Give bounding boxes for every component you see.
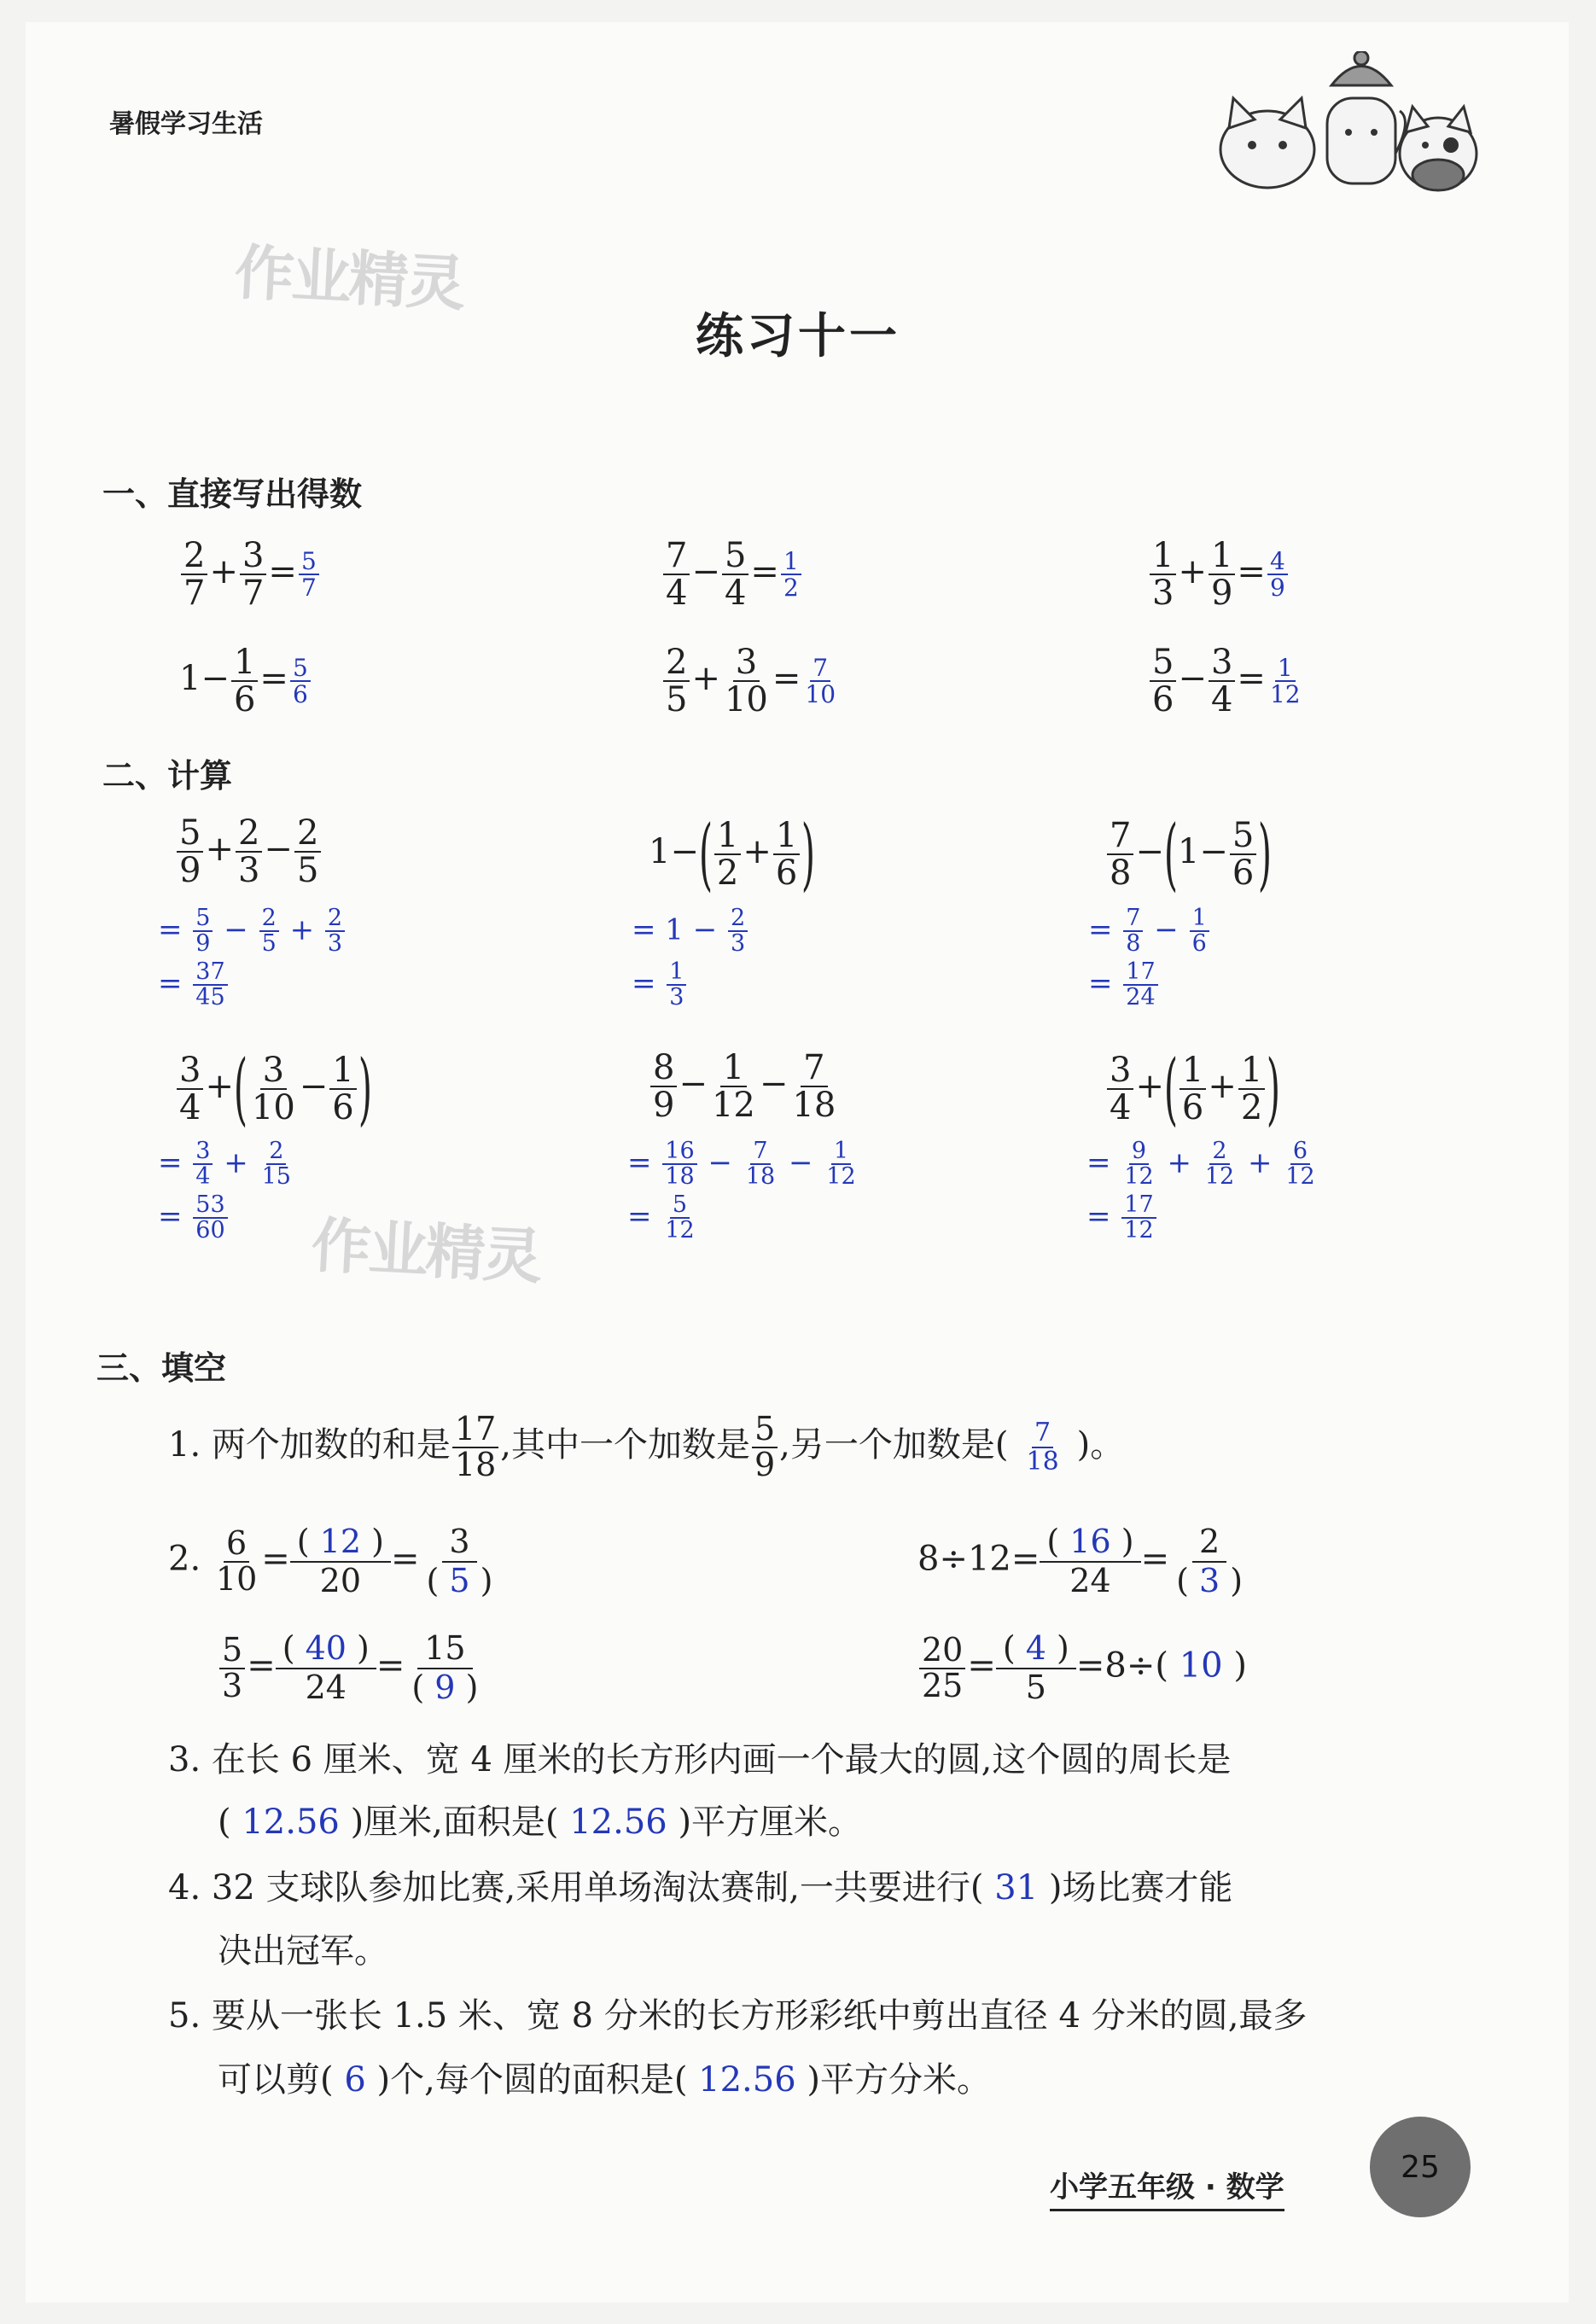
oral-problem: $\frac{2}{5}$ + $\frac{3}{10}$ = $\frac{7}{10}$ <box>661 644 840 718</box>
fill-question-5-line2: 可以剪( 6 )个,每个圆的面积是( 12.56 )平方分米。 <box>218 2060 991 2100</box>
calc-question: $\frac{5}{9}$ + $\frac{2}{3}$ − $\frac{2}{5}$ <box>175 815 323 888</box>
fill-question-2d: $\frac{20}{25}$ = $\frac{( 4 )}{5}$ =8÷( 10 ) <box>917 1630 1247 1706</box>
cats-illustration <box>1208 51 1489 196</box>
oral-problem: $\frac{5}{6}$ − $\frac{3}{4}$ = $\frac{1}{12}$ <box>1148 644 1305 718</box>
page-title: 练习十一 <box>696 308 900 364</box>
fill-question-1: 1. 两个加数的和是 $\frac{17}{18}$ ,其中一个加数是 $\frac{5}{9}$ ,另一个加数是( $\frac{7}{18}$ )。 <box>168 1410 1125 1483</box>
oral-problem: $\frac{7}{4}$ − $\frac{5}{4}$ = $\frac{1}{2}$ <box>661 538 803 611</box>
answer: $\frac{1}{2}$ <box>779 552 803 591</box>
fill-question-2b: 8÷12= $\frac{( 16 )}{24}$ = $\frac{2}{( 3 )}$ <box>917 1523 1244 1599</box>
calc-step: = $\frac{16}{18}$ − $\frac{7}{18}$ − $\frac{1}{12}$ <box>627 1138 856 1191</box>
calc-question: 1−( $\frac{1}{2}$ + $\frac{1}{6}$ ) <box>649 808 816 900</box>
fill-question-4-line2: 决出冠军。 <box>218 1931 388 1971</box>
section-heading: 二、计算 <box>102 757 233 795</box>
answer: $\frac{4}{9}$ <box>1266 552 1290 591</box>
fill-question-2c: $\frac{5}{3}$ = $\frac{( 40 )}{24}$ = $\frac{15}{( 9 )}$ <box>218 1630 485 1706</box>
calc-step: = $\frac{3}{4}$ + $\frac{2}{15}$ <box>158 1138 291 1191</box>
answer: $\frac{5}{7}$ <box>297 552 321 591</box>
fill-question-3-line2: ( 12.56 )厘米,面积是( 12.56 )平方厘米。 <box>218 1803 863 1842</box>
calc-step: = $\frac{17}{12}$ <box>1086 1193 1158 1244</box>
fill-question-2: 2. $\frac{6}{10}$ = $\frac{( 12 )}{20}$ = $\frac{3}{( 5 )}$ <box>168 1523 493 1599</box>
book-header: 暑假学习生活 <box>109 109 263 139</box>
watermark: 作业精灵 <box>309 1210 542 1292</box>
oral-problem: $\frac{2}{7}$ + $\frac{3}{7}$ = $\frac{5}{7}$ <box>179 538 321 611</box>
calc-step: = $\frac{5}{9}$ − $\frac{2}{5}$ + $\frac{2}{3}$ <box>158 906 347 957</box>
answer: $\frac{1}{12}$ <box>1269 653 1301 708</box>
calc-question: $\frac{7}{8}$ −(1− $\frac{5}{6}$ ) <box>1105 815 1272 894</box>
section-heading: 三、填空 <box>96 1349 227 1387</box>
calc-step: = $\frac{7}{8}$ − $\frac{1}{6}$ <box>1088 906 1211 957</box>
answer: $\frac{5}{6}$ <box>288 659 312 698</box>
answer: $\frac{7}{10}$ <box>805 653 836 708</box>
answer: $\frac{7}{18}$ <box>1026 1418 1059 1477</box>
calc-step: = $\frac{37}{45}$ <box>158 960 230 1011</box>
section-heading: 一、直接写出得数 <box>102 475 363 513</box>
calc-step: = 1 − $\frac{2}{3}$ <box>632 906 749 957</box>
calc-question: $\frac{3}{4}$ +( $\frac{1}{6}$ + $\frac{1}{2}$ ) <box>1105 1050 1280 1128</box>
calc-step: = $\frac{17}{24}$ <box>1088 960 1160 1011</box>
calc-question: $\frac{8}{9}$ − $\frac{1}{12}$ − $\frac{7}{18}$ <box>649 1050 840 1123</box>
watermark: 作业精灵 <box>232 237 465 319</box>
calc-step: = $\frac{9}{12}$ + $\frac{2}{12}$ + $\frac{6}{12}$ <box>1086 1138 1315 1191</box>
calc-step: = $\frac{53}{60}$ <box>158 1193 230 1244</box>
calc-question: $\frac{3}{4}$ +( $\frac{3}{10}$ − $\frac{1}{6}$ ) <box>175 1050 372 1128</box>
calc-step: = $\frac{5}{12}$ <box>627 1191 695 1244</box>
oral-problem: 1− $\frac{1}{6}$ = $\frac{5}{6}$ <box>179 644 312 718</box>
footer-label: 小学五年级 · 数学 <box>1050 2164 1284 2211</box>
calc-step: = $\frac{1}{3}$ <box>632 960 688 1011</box>
fill-question-4: 4. 32 支球队参加比赛,采用单场淘汰赛制,一共要进行( 31 )场比赛才能 <box>168 1868 1233 1908</box>
oral-problem: $\frac{1}{3}$ + $\frac{1}{9}$ = $\frac{4}{9}$ <box>1148 538 1290 611</box>
page-number: 25 <box>1370 2117 1471 2217</box>
fill-question-3: 3. 在长 6 厘米、宽 4 厘米的长方形内画一个最大的圆,这个圆的周长是 <box>168 1740 1232 1779</box>
fill-question-5: 5. 要从一张长 1.5 米、宽 8 分米的长方形彩纸中剪出直径 4 分米的圆,最多 <box>168 1996 1308 2036</box>
